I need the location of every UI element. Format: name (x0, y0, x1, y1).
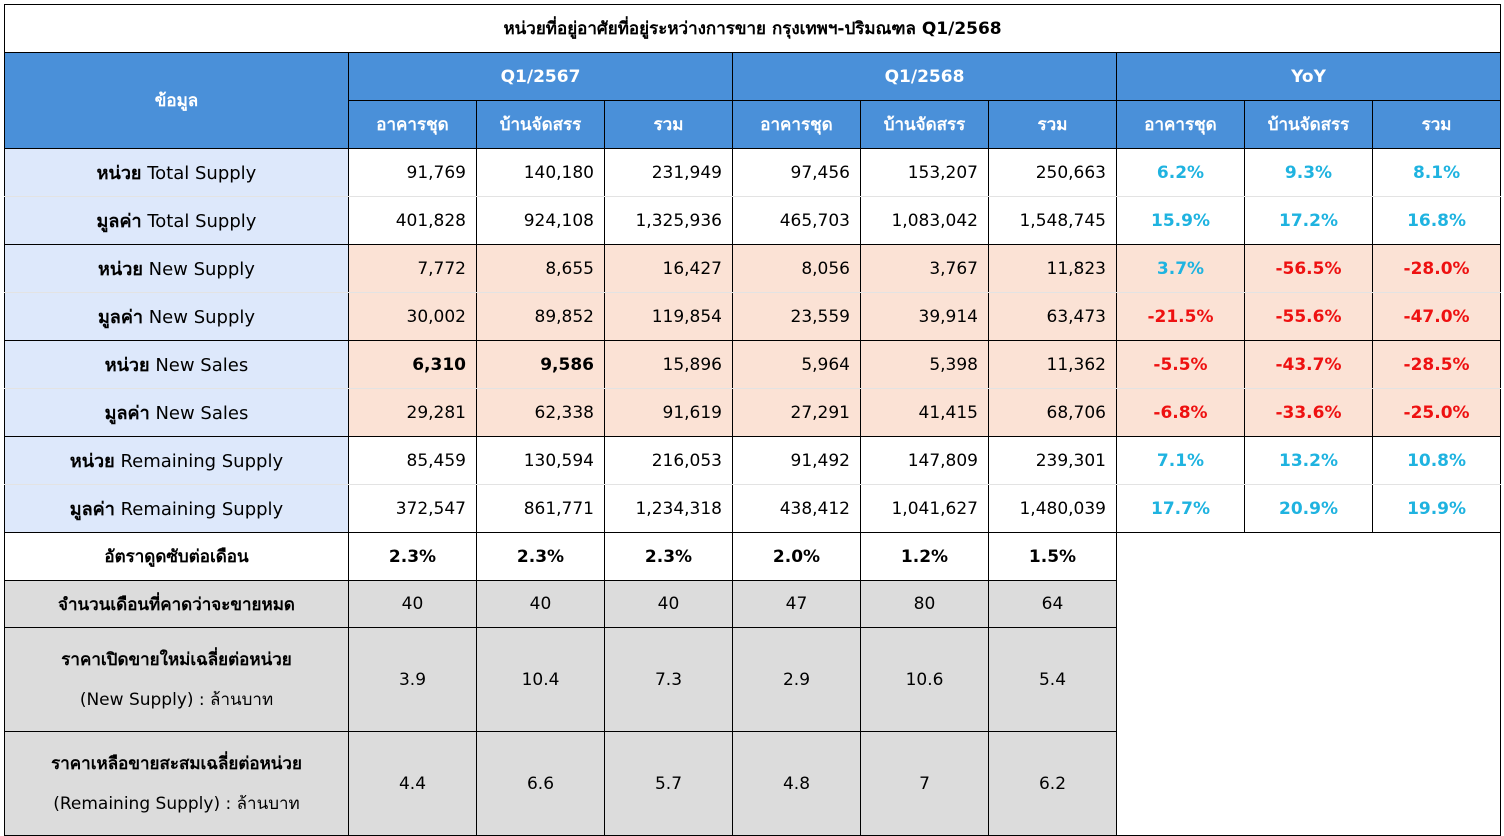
row-label-prefix: หน่วย (96, 163, 142, 184)
yoy-cell: -47.0% (1373, 293, 1501, 341)
table-cell: 1,083,042 (861, 197, 989, 245)
col-condo: อาคารชุด (733, 101, 861, 149)
col-total: รวม (1373, 101, 1501, 149)
row-label-metric: New Sales (155, 355, 249, 376)
yoy-cell: 17.2% (1245, 197, 1373, 245)
row-label-metric: Total Supply (147, 211, 257, 232)
table-cell: 3.9 (349, 628, 477, 732)
table-cell: 140,180 (477, 149, 605, 197)
months-label: จำนวนเดือนที่คาดว่าจะขายหมด (5, 581, 349, 628)
yoy-cell: -6.8% (1117, 389, 1245, 437)
table-cell: 40 (605, 581, 733, 628)
table-cell: 8,056 (733, 245, 861, 293)
col-condo: อาคารชุด (349, 101, 477, 149)
table-cell: 9,586 (477, 341, 605, 389)
table-cell: 7 (861, 732, 989, 836)
avg-new-price-label (5, 628, 349, 732)
row-label-prefix: มูลค่า (96, 211, 142, 232)
yoy-cell: 13.2% (1245, 437, 1373, 485)
table-cell: 239,301 (989, 437, 1117, 485)
table-cell: 10.4 (477, 628, 605, 732)
table-cell: 4.8 (733, 732, 861, 836)
yoy-cell: 3.7% (1117, 245, 1245, 293)
col-house: บ้านจัดสรร (1245, 101, 1373, 149)
row-label-prefix: หน่วย (98, 259, 143, 280)
row-label-prefix: หน่วย (69, 451, 115, 472)
row-label-metric: New Supply (148, 307, 256, 328)
yoy-cell: 16.8% (1373, 197, 1501, 245)
yoy-cell: -28.0% (1373, 245, 1501, 293)
period-header-q1-2567: Q1/2567 (349, 53, 733, 101)
table-cell: 2.0% (733, 533, 861, 581)
row-label-prefix: มูลค่า (104, 403, 150, 424)
col-total: รวม (989, 101, 1117, 149)
table-cell: 29,281 (349, 389, 477, 437)
table-row (5, 341, 1501, 389)
table-cell: 5.7 (605, 732, 733, 836)
table-cell: 23,559 (733, 293, 861, 341)
table-cell: 250,663 (989, 149, 1117, 197)
table-cell: 1,041,627 (861, 485, 989, 533)
table-cell: 40 (349, 581, 477, 628)
table-cell: 438,412 (733, 485, 861, 533)
table-cell: 1.2% (861, 533, 989, 581)
yoy-cell: 9.3% (1245, 149, 1373, 197)
avg-remaining-price-label-line2: (Remaining Supply) : ล้านบาท (53, 793, 300, 814)
period-header-q1-2568: Q1/2568 (733, 53, 1117, 101)
table-cell: 216,053 (605, 437, 733, 485)
table-cell: 62,338 (477, 389, 605, 437)
table-cell: 6.2 (989, 732, 1117, 836)
yoy-cell: -43.7% (1245, 341, 1373, 389)
row-label (5, 437, 349, 485)
row-label-prefix: มูลค่า (69, 499, 115, 520)
table-row (5, 389, 1501, 437)
table-cell: 130,594 (477, 437, 605, 485)
avg-new-price-label-line2: (New Supply) : ล้านบาท (79, 689, 274, 710)
avg-remaining-price-label-line1: ราคาเหลือขายสะสมเฉลี่ยต่อหน่วย (51, 753, 302, 774)
supply-table (4, 4, 1501, 836)
table-cell: 1.5% (989, 533, 1117, 581)
yoy-cell: -56.5% (1245, 245, 1373, 293)
yoy-cell: -25.0% (1373, 389, 1501, 437)
table-row (5, 437, 1501, 485)
table-cell: 10.6 (861, 628, 989, 732)
table-cell: 63,473 (989, 293, 1117, 341)
table-cell: 2.3% (605, 533, 733, 581)
table-cell: 47 (733, 581, 861, 628)
table-cell: 85,459 (349, 437, 477, 485)
table-cell: 64 (989, 581, 1117, 628)
yoy-cell: -21.5% (1117, 293, 1245, 341)
row-label (5, 245, 349, 293)
table-row (5, 245, 1501, 293)
table-cell: 401,828 (349, 197, 477, 245)
table-cell: 924,108 (477, 197, 605, 245)
table-cell: 39,914 (861, 293, 989, 341)
table-cell: 97,456 (733, 149, 861, 197)
yoy-cell: -28.5% (1373, 341, 1501, 389)
period-header-yoy: YoY (1117, 53, 1501, 101)
table-cell: 16,427 (605, 245, 733, 293)
table-cell: 2.3% (477, 533, 605, 581)
table-cell: 465,703 (733, 197, 861, 245)
yoy-cell: 7.1% (1117, 437, 1245, 485)
col-condo: อาคารชุด (1117, 101, 1245, 149)
table-cell: 1,234,318 (605, 485, 733, 533)
info-header: ข้อมูล (5, 53, 349, 149)
yoy-cell: -5.5% (1117, 341, 1245, 389)
yoy-cell: 6.2% (1117, 149, 1245, 197)
row-label-metric: Remaining Supply (120, 499, 284, 520)
avg-remaining-price-label (5, 732, 349, 836)
row-label (5, 149, 349, 197)
row-label (5, 389, 349, 437)
table-cell: 861,771 (477, 485, 605, 533)
table-cell: 91,619 (605, 389, 733, 437)
table-cell: 91,492 (733, 437, 861, 485)
table-cell: 30,002 (349, 293, 477, 341)
data-rows (5, 149, 1501, 533)
col-house: บ้านจัดสรร (477, 101, 605, 149)
row-label-prefix: หน่วย (104, 355, 150, 376)
table-cell: 119,854 (605, 293, 733, 341)
table-cell: 372,547 (349, 485, 477, 533)
avg-new-price-label-line1: ราคาเปิดขายใหม่เฉลี่ยต่อหน่วย (61, 649, 292, 670)
row-label (5, 293, 349, 341)
table-cell: 7.3 (605, 628, 733, 732)
row-label-metric: Total Supply (147, 163, 257, 184)
table-cell: 6,310 (349, 341, 477, 389)
table-cell: 1,325,936 (605, 197, 733, 245)
yoy-cell: 15.9% (1117, 197, 1245, 245)
col-house: บ้านจัดสรร (861, 101, 989, 149)
yoy-cell: 20.9% (1245, 485, 1373, 533)
table-row (5, 293, 1501, 341)
table-cell: 68,706 (989, 389, 1117, 437)
empty-yoy-area (1117, 533, 1501, 836)
table-row (5, 197, 1501, 245)
table-title: หน่วยที่อยู่อาศัยที่อยู่ระหว่างการขาย กรุงเทพฯ-ปริมณฑล Q1/2568 (5, 5, 1501, 53)
table-cell: 40 (477, 581, 605, 628)
table-cell: 231,949 (605, 149, 733, 197)
table-row (5, 485, 1501, 533)
yoy-cell: 10.8% (1373, 437, 1501, 485)
table-cell: 1,548,745 (989, 197, 1117, 245)
yoy-cell: -33.6% (1245, 389, 1373, 437)
table-cell: 2.9 (733, 628, 861, 732)
row-label-metric: New Supply (148, 259, 255, 280)
table-cell: 11,362 (989, 341, 1117, 389)
table-cell: 41,415 (861, 389, 989, 437)
row-label (5, 197, 349, 245)
absorption-label: อัตราดูดซับต่อเดือน (5, 533, 349, 581)
yoy-cell: 17.7% (1117, 485, 1245, 533)
table-cell: 5.4 (989, 628, 1117, 732)
table-cell: 5,398 (861, 341, 989, 389)
table-cell: 153,207 (861, 149, 989, 197)
yoy-cell: 19.9% (1373, 485, 1501, 533)
table-row (5, 149, 1501, 197)
row-label-prefix: มูลค่า (97, 307, 143, 328)
table-cell: 2.3% (349, 533, 477, 581)
col-total: รวม (605, 101, 733, 149)
table-cell: 91,769 (349, 149, 477, 197)
row-label (5, 485, 349, 533)
row-label-metric: Remaining Supply (120, 451, 284, 472)
table-cell: 27,291 (733, 389, 861, 437)
table-cell: 89,852 (477, 293, 605, 341)
table-cell: 5,964 (733, 341, 861, 389)
yoy-cell: 8.1% (1373, 149, 1501, 197)
table-cell: 147,809 (861, 437, 989, 485)
table-cell: 80 (861, 581, 989, 628)
row-label-metric: New Sales (155, 403, 249, 424)
table-cell: 8,655 (477, 245, 605, 293)
table-cell: 3,767 (861, 245, 989, 293)
table-cell: 11,823 (989, 245, 1117, 293)
table-cell: 7,772 (349, 245, 477, 293)
table-cell: 15,896 (605, 341, 733, 389)
row-label (5, 341, 349, 389)
yoy-cell: -55.6% (1245, 293, 1373, 341)
table-cell: 1,480,039 (989, 485, 1117, 533)
table-cell: 4.4 (349, 732, 477, 836)
table-cell: 6.6 (477, 732, 605, 836)
